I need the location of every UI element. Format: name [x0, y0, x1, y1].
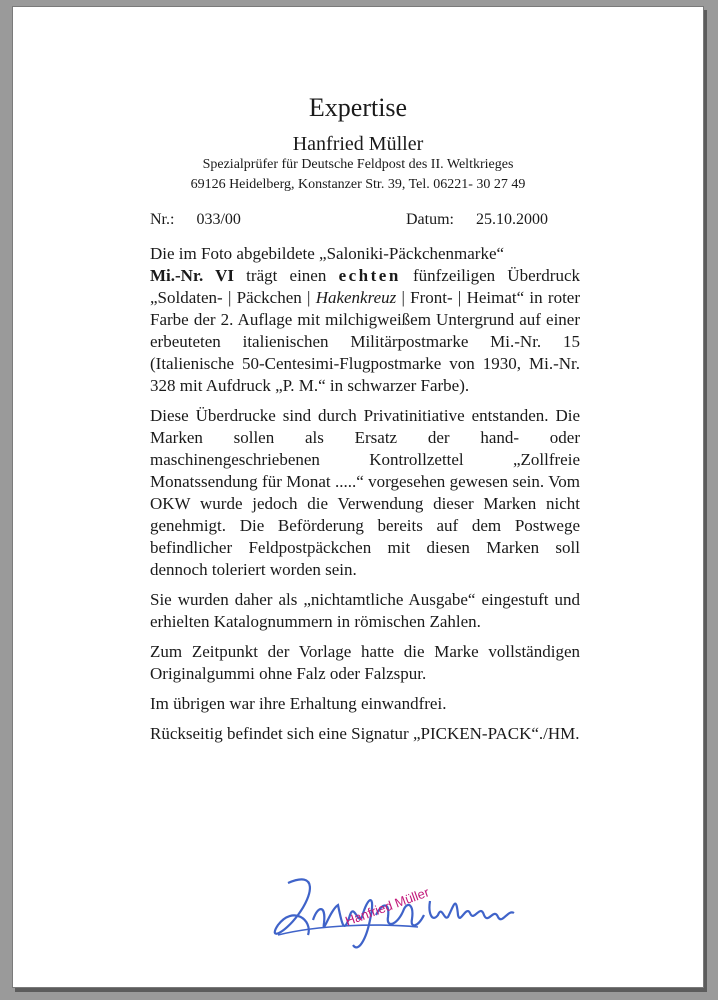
certificate-body	[150, 243, 580, 753]
paragraph-description: Die im Foto abgebildete „Saloniki-Päckchenmarke“ Mi.-Nr. VI trägt einen echten fünfzeiligen Überdruck „Soldaten- | Päckchen | Hakenkreuz | Front- | Heimat“ in roter Farbe der 2. Auflage mit milchigweißem Untergrund auf einer erbeuteten italienischen Militärpostmarke Mi.-Nr. 15 (Italienische 50-Centesimi-Flugpostmarke von 1930, Mi.-Nr. 328 mit Aufdruck „P. M.“ in schwarzer Farbe).	[150, 244, 581, 395]
expert-address: 69126 Heidelberg, Konstanzer Str. 39, Tel. 06221- 30 27 49	[190, 177, 526, 192]
name-stamp: Hanfried Müller	[343, 884, 432, 929]
certificate-number	[150, 211, 241, 229]
number-label: Nr.:	[150, 211, 175, 228]
paragraph-history: Diese Überdrucke sind durch Privatinitiative entstanden. Die Marken sollen als Ersatz der hand- oder maschinengeschriebenen Kontrollzettel „Zollfreie Monatssendung für Monat .....“ vorgesehen gewesen sein. Vom OKW wurde jedoch die Verwendung dieser Marken nicht genehmigt. Die Beförderung bereits auf dem Postwege befindlicher Feldpostpäckchen mit diesen Marken soll dennoch toleriert worden sein.	[150, 406, 580, 579]
handwritten-signature	[258, 865, 528, 965]
date-value: 25.10.2000	[476, 211, 548, 228]
paragraph-condition: Zum Zeitpunkt der Vorlage hatte die Marke vollständigen Originalgummi ohne Falz oder Falzspur.	[150, 642, 580, 683]
expert-name: Hanfried Müller	[292, 133, 424, 155]
certificate-date	[406, 211, 548, 229]
paragraph-classification: Sie wurden daher als „nichtamtliche Ausgabe“ eingestuft und erhielten Katalognummern in römischen Zahlen.	[150, 590, 580, 631]
number-value: 033/00	[196, 211, 241, 228]
genuine-word: echten	[338, 266, 401, 285]
paragraph-quality: Im übrigen war ihre Erhaltung einwandfrei.	[150, 694, 447, 713]
document-title: Expertise	[308, 93, 408, 122]
catalog-number: Mi.-Nr. VI	[150, 266, 234, 285]
certificate-sheet	[12, 6, 704, 988]
date-label: Datum:	[406, 211, 454, 228]
paragraph-signature-note: Rückseitig befindet sich eine Signatur „PICKEN-PACK“./HM.	[150, 724, 580, 743]
expert-subtitle: Spezialprüfer für Deutsche Feldpost des II. Weltkrieges	[202, 157, 514, 172]
